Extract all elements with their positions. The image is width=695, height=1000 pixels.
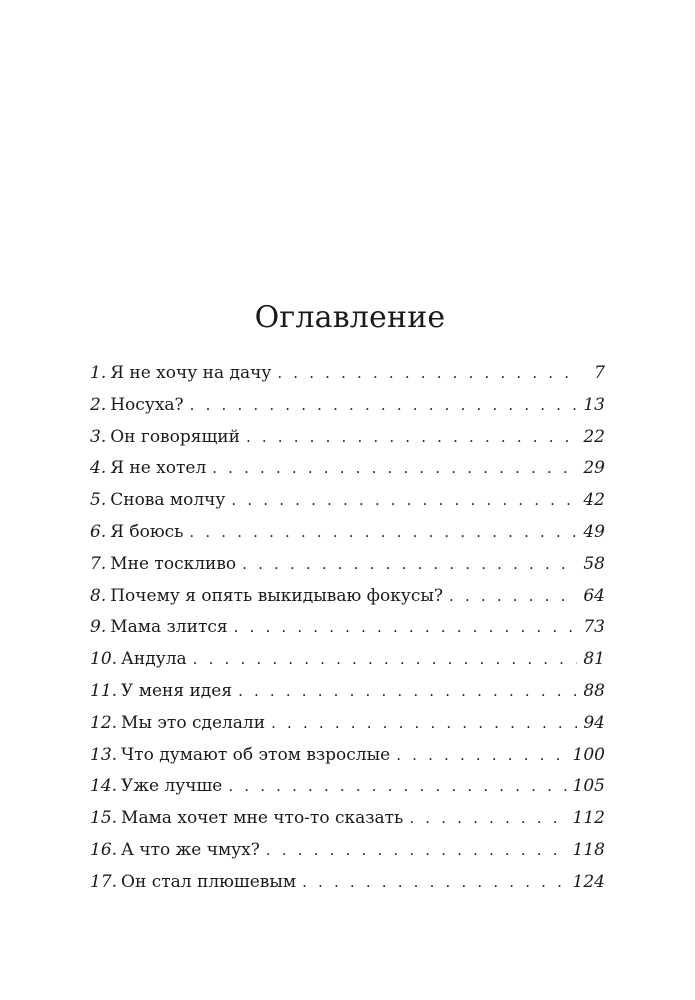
chapter-number: 14. [90, 776, 118, 797]
chapter-title: Мама хочет мне что-то сказать [121, 808, 404, 829]
toc-entry [90, 422, 605, 454]
chapter-title: Я боюсь [110, 521, 184, 542]
chapter-number: 17. [90, 871, 118, 892]
chapter-title: Он стал плюшевым [121, 871, 297, 892]
page-number: 94 [583, 712, 605, 733]
page-number: 105 [572, 776, 605, 797]
chapter-title: А что же чмух? [121, 839, 260, 860]
chapter-number: 11. [90, 680, 118, 701]
dot-leader [396, 740, 566, 772]
chapter-number: 9. [90, 617, 107, 638]
chapter-title: У меня идея [121, 680, 233, 701]
dot-leader [277, 358, 579, 390]
chapter-number: 2. [90, 394, 107, 415]
chapter-title: Я не хочу на дачу [110, 363, 272, 383]
chapter-number: 10. [90, 649, 118, 670]
toc-entry [90, 803, 605, 835]
chapter-number: 6. [90, 521, 107, 542]
chapter-title: Уже лучше [121, 776, 223, 797]
dot-leader [409, 803, 566, 835]
chapter-title: Снова молчу [110, 490, 226, 511]
toc-entry [90, 517, 605, 549]
dot-leader [302, 867, 566, 899]
toc-entry [90, 740, 605, 772]
page-number: 58 [583, 553, 605, 574]
page-number: 81 [583, 649, 605, 670]
dot-leader [234, 612, 578, 644]
chapter-title: Андула [121, 649, 187, 670]
dot-leader [189, 517, 577, 549]
table-of-contents [90, 358, 605, 899]
chapter-title: Что думают об этом взрослые [121, 744, 391, 765]
toc-entry [90, 867, 605, 899]
toc-entry [90, 771, 605, 803]
chapter-number: 16. [90, 839, 118, 860]
page-number: 22 [583, 426, 605, 447]
toc-entry [90, 453, 605, 485]
page-number: 73 [583, 617, 605, 638]
page-number: 88 [583, 680, 605, 701]
page-number: 100 [572, 744, 605, 765]
page-number: 112 [572, 808, 605, 829]
chapter-title: Почему я опять выкидываю фокусы? [110, 585, 444, 606]
page-number: 29 [583, 458, 605, 479]
dot-leader [231, 485, 577, 517]
chapter-title: Я не хотел [110, 458, 207, 479]
dot-leader [190, 390, 578, 422]
dot-leader [238, 676, 577, 708]
dot-leader [271, 708, 577, 740]
dot-leader [246, 422, 577, 454]
dot-leader [212, 453, 577, 485]
toc-entry [90, 612, 605, 644]
toc-entry [90, 390, 605, 422]
page-title: Оглавление [254, 300, 446, 335]
chapter-number: 8. [90, 585, 107, 606]
chapter-number: 15. [90, 808, 118, 829]
dot-leader [449, 581, 577, 613]
toc-entry [90, 549, 605, 581]
chapter-title: Мне тоскливо [110, 553, 237, 574]
toc-entry [90, 358, 605, 390]
chapter-title: Носуха? [110, 394, 184, 415]
chapter-number: 5. [90, 490, 107, 511]
dot-leader [242, 549, 577, 581]
page-number: 118 [572, 839, 605, 860]
page-number: 13 [583, 394, 605, 415]
toc-entry [90, 835, 605, 867]
chapter-number: 4. [90, 458, 107, 479]
chapter-title: Мама злится [110, 617, 228, 638]
dot-leader [193, 644, 578, 676]
chapter-number: 3. [90, 426, 107, 447]
toc-entry [90, 581, 605, 613]
page-number: 64 [583, 585, 605, 606]
toc-entry [90, 485, 605, 517]
chapter-number: 1. [90, 363, 107, 383]
page-number: 7 [594, 363, 605, 383]
page-number: 49 [583, 521, 605, 542]
toc-entry [90, 644, 605, 676]
toc-entry [90, 676, 605, 708]
chapter-title: Он говорящий [110, 426, 240, 447]
chapter-number: 7. [90, 553, 107, 574]
dot-leader [228, 771, 566, 803]
toc-entry [90, 708, 605, 740]
page-number: 42 [583, 490, 605, 511]
chapter-number: 12. [90, 712, 118, 733]
chapter-title: Мы это сделали [121, 712, 266, 733]
chapter-number: 13. [90, 744, 118, 765]
page-number: 124 [572, 871, 605, 892]
dot-leader [266, 835, 567, 867]
